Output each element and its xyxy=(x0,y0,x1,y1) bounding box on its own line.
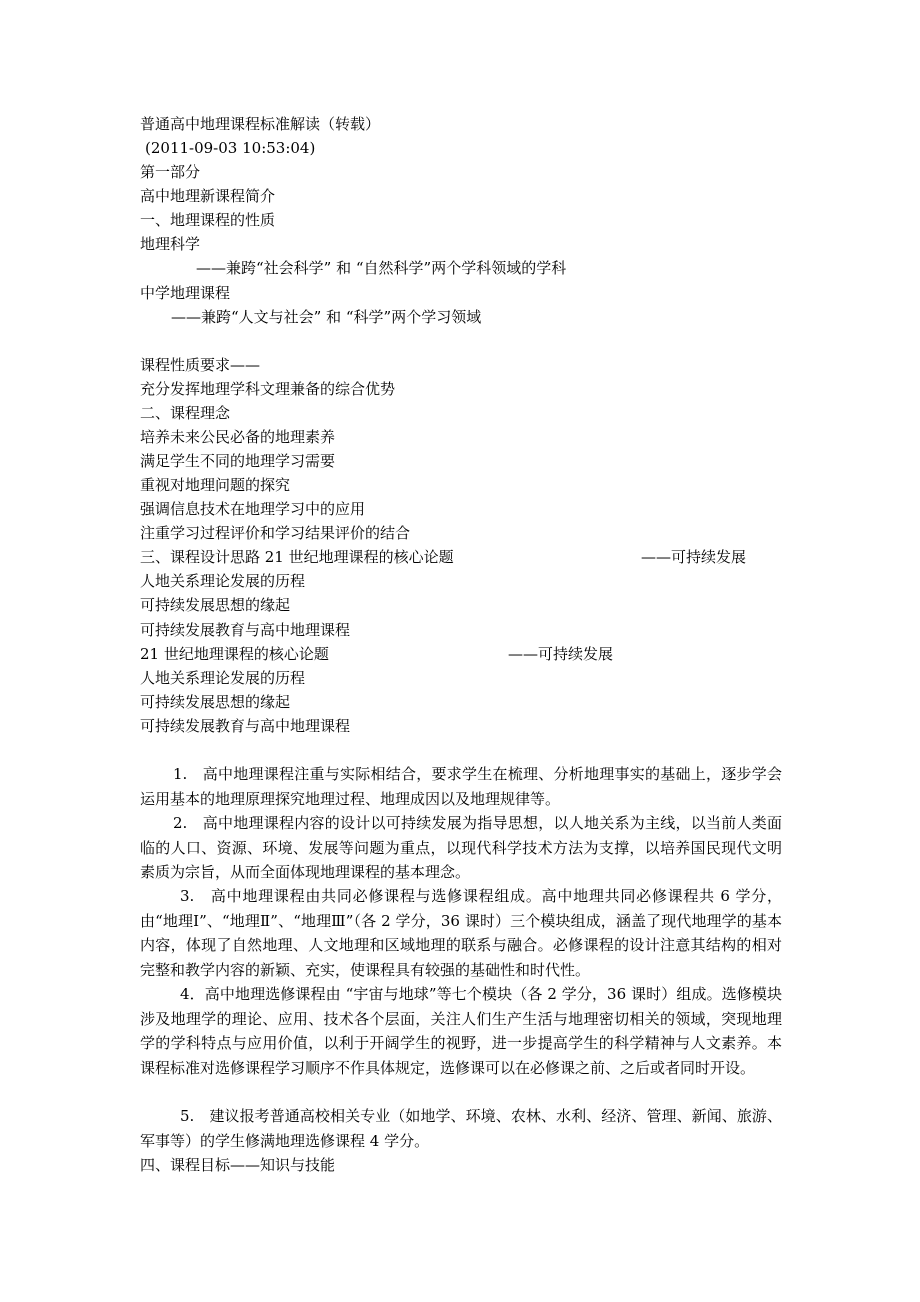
section-3-heading: 三、课程设计思路 21 世纪地理课程的核心论题 xyxy=(140,548,454,566)
nature-req-desc: 充分发挥地理学科文理兼备的综合优势 xyxy=(140,380,396,398)
geo-science-label: 地理科学 xyxy=(140,235,201,253)
core-topic-right: ——可持续发展 xyxy=(508,645,614,663)
doc-datetime: (2011-09-03 10:53:04) xyxy=(145,139,316,157)
section-2-heading: 二、课程理念 xyxy=(140,404,231,422)
list-b-item: 可持续发展思想的缘起 xyxy=(140,693,291,711)
paragraph-4: 4．高中地理选修课程由 “宇宙与地球”等七个模块（各 2 学分，36 课时）组成。选修模块涉及地理学的理论、应用、技术各个层面，关注人们生产生活与地理密切相关的领域，突现地理学的学科特点与应用价值，以利于开阔学生的视野，进一步提高学生的科学精神与人文素养。本课程标准对选修课程学习顺序不作具体规定，选修课可以在必修课之前、之后或者同时开设。 xyxy=(140,985,782,1077)
geo-science-desc: ——兼跨“社会科学” 和 “自然科学”两个学科领域的学科 xyxy=(196,259,567,277)
concept-item: 注重学习过程评价和学习结果评价的结合 xyxy=(140,524,411,542)
list-a-item: 可持续发展思想的缘起 xyxy=(140,596,291,614)
core-topic-label: 21 世纪地理课程的核心论题 xyxy=(140,645,329,663)
list-b-item: 人地关系理论发展的历程 xyxy=(140,669,306,687)
part-heading: 第一部分 xyxy=(140,163,201,181)
section-1-heading: 一、地理课程的性质 xyxy=(140,211,276,229)
intro-heading: 高中地理新课程简介 xyxy=(140,187,276,205)
concept-item: 培养未来公民必备的地理素养 xyxy=(140,428,336,446)
doc-title: 普通高中地理课程标准解读（转载） xyxy=(140,115,381,133)
section-3-right: ——可持续发展 xyxy=(641,548,747,566)
list-a-item: 人地关系理论发展的历程 xyxy=(140,572,306,590)
concept-item: 重视对地理问题的探究 xyxy=(140,476,291,494)
ms-geo-desc: ——兼跨“人文与社会” 和 “科学”两个学习领域 xyxy=(171,308,482,326)
concept-item: 满足学生不同的地理学习需要 xyxy=(140,452,336,470)
paragraph-5: 5. 建议报考普通高校相关专业（如地学、环境、农林、水利、经济、管理、新闻、旅游、军事等）的学生修满地理选修课程 4 学分。 xyxy=(140,1107,782,1150)
list-a-item: 可持续发展教育与高中地理课程 xyxy=(140,621,351,639)
nature-req-label: 课程性质要求—— xyxy=(140,356,261,374)
section-4-heading: 四、课程目标——知识与技能 xyxy=(140,1156,336,1174)
concept-item: 强调信息技术在地理学习中的应用 xyxy=(140,500,366,518)
list-b-item: 可持续发展教育与高中地理课程 xyxy=(140,717,351,735)
paragraph-3: 3. 高中地理课程由共同必修课程与选修课程组成。高中地理共同必修课程共 6 学分，由“地理Ⅰ”、“地理Ⅱ”、“地理Ⅲ”（各 2 学分，36 课时）三个模块组成，涵盖了现代地理学的基本内容，体现了自然地理、人文地理和区域地理的联系与融合。必修课程的设计注意其结构的相对完整和教学内容的新颖、充实，使课程具有较强的基础性和时代性。 xyxy=(140,887,782,979)
paragraph-2: 2. 高中地理课程内容的设计以可持续发展为指导思想，以人地关系为主线，以当前人类面临的人口、资源、环境、发展等问题为重点，以现代科学技术方法为支撑，以培养国民现代文明素质为宗旨，从而全面体现地理课程的基本理念。 xyxy=(140,814,782,881)
paragraph-1: 1. 高中地理课程注重与实际相结合，要求学生在梳理、分析地理事实的基础上，逐步学会运用基本的地理原理探究地理过程、地理成因以及地理规律等。 xyxy=(140,765,782,808)
ms-geo-label: 中学地理课程 xyxy=(140,284,231,302)
